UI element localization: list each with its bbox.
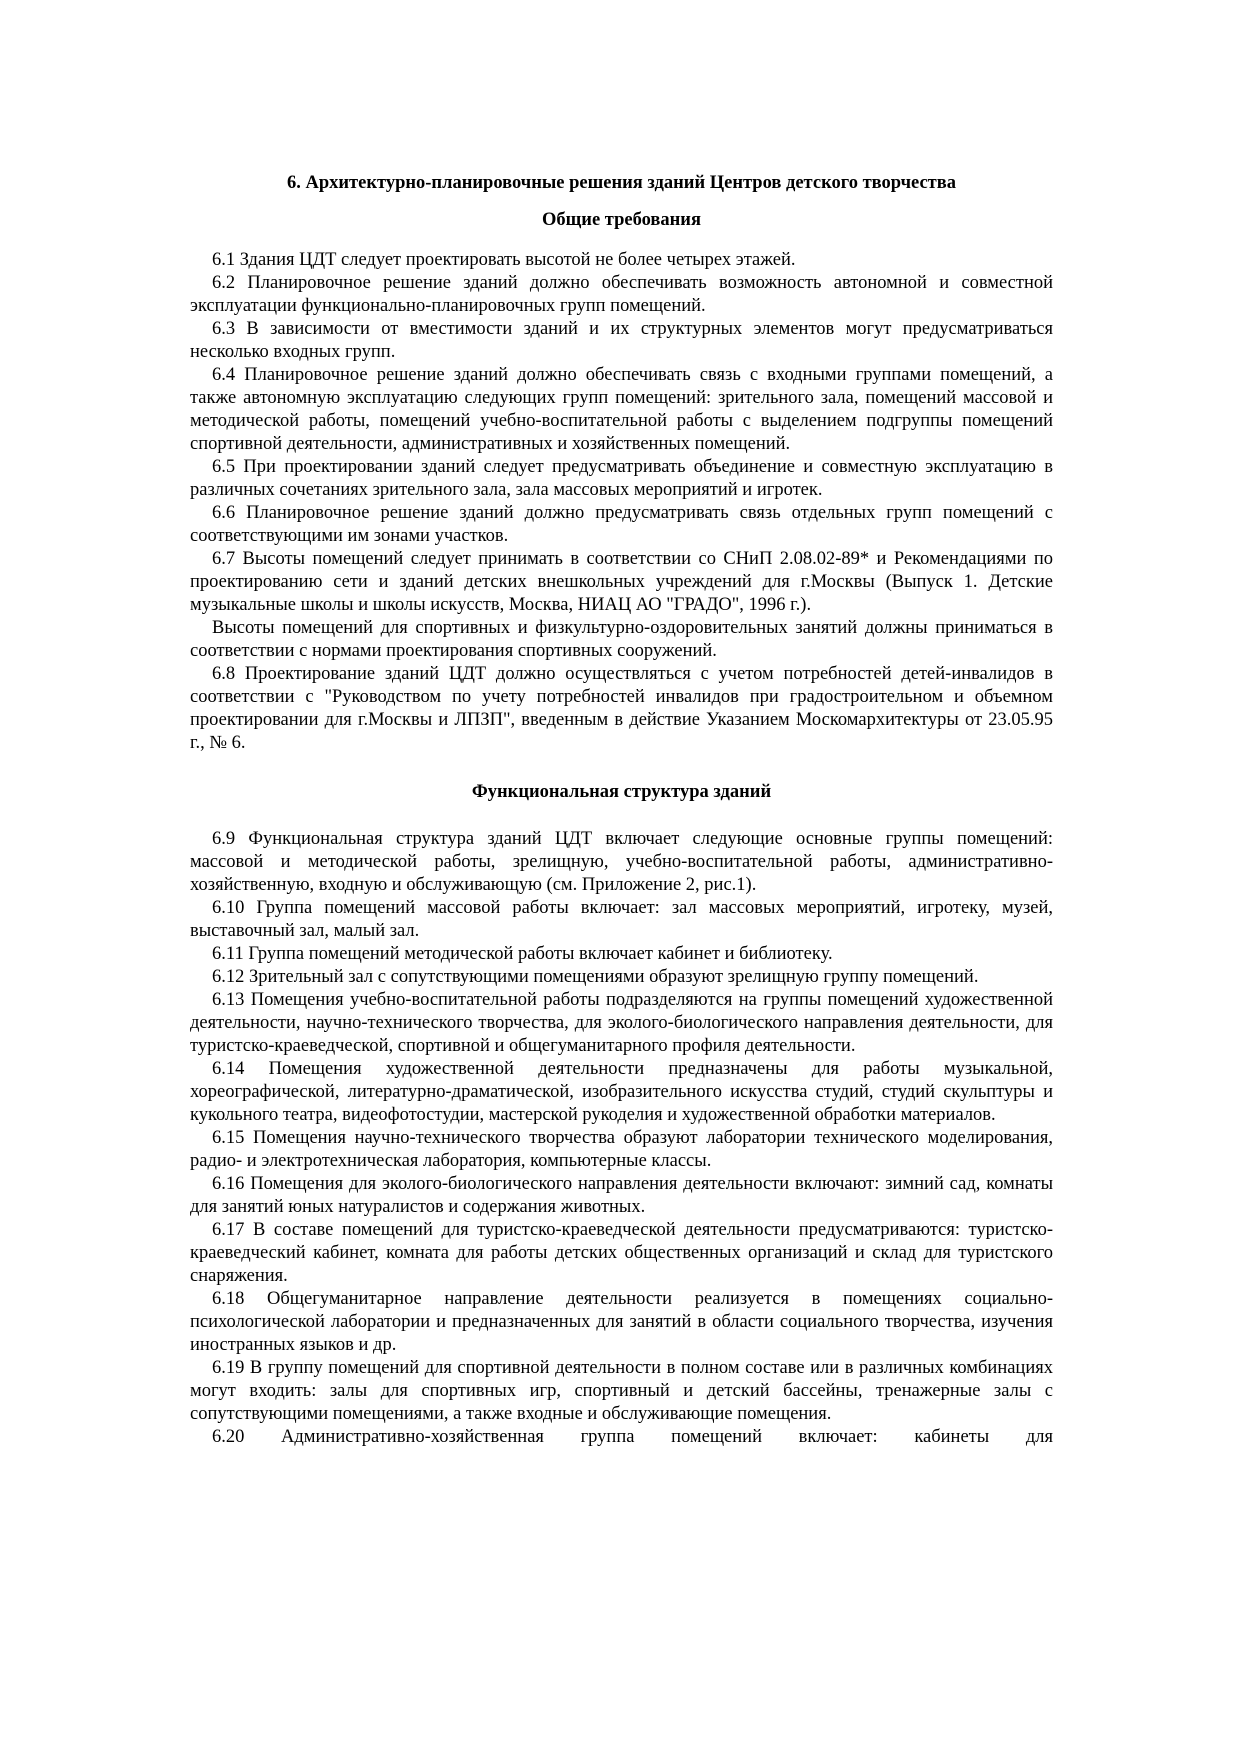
- paragraph-heights: Высоты помещений для спортивных и физкультурно-оздоровительных занятий должны приниматься в соответствии с нормами проектирования спортивных сооружений.: [190, 618, 1053, 661]
- paragraph-6-19: 6.19 В группу помещений для спортивной деятельности в полном составе или в различных комбинациях могут входить: залы для спортивных игр, спортивный и детский бассейны, тренажерные залы с сопутствующими помещениями, а также входные и обслуживающие помещения.: [190, 1358, 1053, 1424]
- paragraph-6-13: 6.13 Помещения учебно-воспитательной работы подразделяются на группы помещений художественной деятельности, научно-технического творчества, для эколого-биологического направления деятельности, для туристско-краеведческой, спортивной и общегуманитарного профиля деятельности.: [190, 990, 1053, 1056]
- paragraph-6-15: 6.15 Помещения научно-технического творчества образуют лаборатории технического моделирования, радио- и электротехническая лаборатория, компьютерные классы.: [190, 1128, 1053, 1171]
- paragraph-6-14: 6.14 Помещения художественной деятельности предназначены для работы музыкальной, хореографической, литературно-драматической, изобразительного искусства студий, студий скульптуры и кукольного театра, видеофотостудии, мастерской рукоделия и художественной обработки материалов.: [190, 1059, 1053, 1125]
- paragraph-6-17: 6.17 В составе помещений для туристско-краеведческой деятельности предусматриваются: туристско-краеведческий кабинет, комната для работы детских общественных организаций и склад для туристского снаряжения.: [190, 1220, 1053, 1286]
- paragraph-6-6: 6.6 Планировочное решение зданий должно предусматривать связь отдельных групп помещений с соответствующими им зонами участков.: [190, 503, 1053, 546]
- paragraph-6-7: 6.7 Высоты помещений следует принимать в соответствии со СНиП 2.08.02-89* и Рекомендациями по проектированию сети и зданий детских внешкольных учреждений для г.Москвы (Выпуск 1. Детские музыкальные школы и школы искусств, Москва, НИАЦ АО "ГРАДО", 1996 г.).: [190, 549, 1053, 615]
- section-heading-functional: Функциональная структура зданий: [471, 782, 772, 802]
- paragraph-6-12: 6.12 Зрительный зал с сопутствующими помещениями образуют зрелищную группу помещений.: [212, 967, 979, 987]
- section-general-requirements: [190, 249, 1053, 755]
- paragraph-6-20: 6.20 Административно-хозяйственная группа помещений включает: кабинеты для: [212, 1427, 1053, 1447]
- paragraph-6-8: 6.8 Проектирование зданий ЦДТ должно осуществляться с учетом потребностей детей-инвалидов в соответствии с "Руководством по учету потребностей инвалидов при градостроительном и объемном проектировании для г.Москвы и ЛПЗП", введенным в действие Указанием Москомархитектуры от 23.05.95 г., № 6.: [190, 664, 1053, 753]
- document-page: [190, 172, 1053, 1449]
- document-title: 6. Архитектурно-планировочные решения зданий Центров детского творчества: [286, 173, 957, 193]
- paragraph-6-10: 6.10 Группа помещений массовой работы включает: зал массовых мероприятий, игротеку, музей, выставочный зал, малый зал.: [190, 898, 1053, 941]
- paragraph-6-9: 6.9 Функциональная структура зданий ЦДТ включает следующие основные группы помещений: массовой и методической работы, зрелищную, учебно-воспитательной работы, административно-хозяйственную, входную и обслуживающую (см. Приложение 2, рис.1).: [190, 829, 1053, 895]
- paragraph-6-5: 6.5 При проектировании зданий следует предусматривать объединение и совместную эксплуатацию в различных сочетаниях зрительного зала, зала массовых мероприятий и игротек.: [190, 457, 1053, 500]
- paragraph-6-3: 6.3 В зависимости от вместимости зданий и их структурных элементов могут предусматриваться несколько входных групп.: [190, 319, 1053, 362]
- section-functional-structure: [190, 828, 1053, 1449]
- section-heading-general: Общие требования: [542, 210, 701, 230]
- paragraph-6-4: 6.4 Планировочное решение зданий должно обеспечивать связь с входными группами помещений, а также автономную эксплуатацию следующих групп помещений: зрительного зала, помещений массовой и методической работы, помещений учебно-воспитательной работы с выделением подгруппы помещений спортивной деятельности, административных и хозяйственных помещений.: [190, 365, 1053, 454]
- paragraph-6-1: 6.1 Здания ЦДТ следует проектировать высотой не более четырех этажей.: [212, 250, 796, 270]
- paragraph-6-16: 6.16 Помещения для эколого-биологического направления деятельности включают: зимний сад, комнаты для занятий юных натуралистов и содержания животных.: [190, 1174, 1053, 1217]
- paragraph-6-2: 6.2 Планировочное решение зданий должно обеспечивать возможность автономной и совместной эксплуатации функционально-планировочных групп помещений.: [190, 273, 1053, 316]
- paragraph-6-18: 6.18 Общегуманитарное направление деятельности реализуется в помещениях социально-психологической лаборатории и предназначенных для занятий в области социального творчества, изучения иностранных языков и др.: [190, 1289, 1053, 1355]
- paragraph-6-11: 6.11 Группа помещений методической работы включает кабинет и библиотеку.: [212, 944, 833, 964]
